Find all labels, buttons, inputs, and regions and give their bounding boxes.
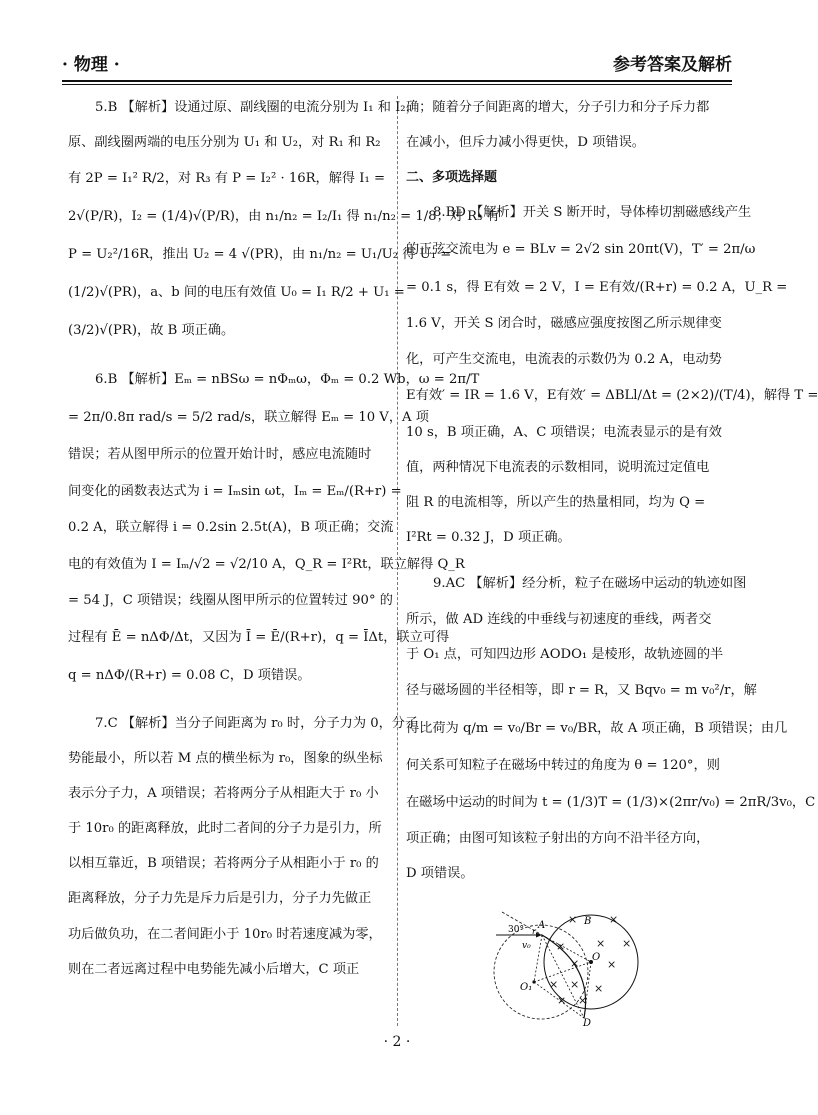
text-line: D 项错误。 (406, 866, 474, 882)
text-line: 径与磁场圆的半径相等，即 r = R，又 Bqv₀ = m v₀²/r，解 (406, 683, 757, 699)
field-marker: × (594, 982, 604, 995)
field-marker: × (622, 937, 632, 950)
page-number: · 2 · (383, 1034, 411, 1050)
magnetic-field-trajectory-diagram (494, 906, 654, 1029)
text-line: 有 2P = I₁² R/2，对 R₃ 有 P = I₂² · 16R，解得 I₁ = (68, 171, 386, 187)
answer-q7-continued (406, 90, 726, 160)
text-line: = 54 J，C 项错误；线圈从图甲所示的位置转过 90° 的 (68, 593, 393, 609)
text-line: 8.BD 【解析】开关 S 断开时，导体棒切割磁感线产生 (433, 205, 752, 221)
text-line: 7.C 【解析】当分子间距离为 r₀ 时，分子力为 0，分子 (95, 715, 419, 731)
text-line: 5.B 【解析】设通过原、副线圈的电流分别为 I₁ 和 I₂， (95, 99, 419, 115)
subject-label: · 物理 · (62, 54, 120, 75)
text-line: 阻 R 的电流相等，所以产生的热量相同，均为 Q = (406, 495, 706, 511)
text-line: 1.6 V，开关 S 闭合时，磁感应强度按图乙所示规律变 (406, 316, 722, 332)
field-marker: × (578, 994, 588, 1007)
answer-q8 (406, 196, 818, 556)
text-line: 何关系可知粒子在磁场中转过的角度为 θ = 120°，则 (406, 758, 720, 774)
field-marker: × (609, 913, 619, 926)
text-line: 的正弦交流电为 e = BLv = 2√2 sin 20πt(V)，T′ = 2π/ω (406, 241, 756, 257)
text-line: 2√(P/R)，I₂ = (1/4)√(P/R)，由 n₁/n₂ = I₂/I₁ 得 n₁/n₂ = 1/8；对 R₃ 有 (68, 209, 500, 225)
text-line: 距离释放，分子力先是斥力后是引力，分子力先做正 (68, 891, 372, 907)
text-line: (1/2)√(PR)，a、b 间的电压有效值 U₀ = I₁ R/2 + U₁ = (68, 285, 405, 301)
text-line: 项正确；由图可知该粒子射出的方向不沿半径方向， (406, 831, 710, 847)
radius-line (542, 935, 591, 962)
point-o1 (532, 980, 535, 983)
text-line: 于 O₁ 点，可知四边形 AODO₁ 是棱形，故轨迹圆的半 (406, 646, 724, 662)
text-line: 则在二者远离过程中电势能先减小后增大，C 项正 (68, 961, 360, 977)
field-marker: × (570, 957, 580, 970)
text-line: = 0.1 s，得 E有效 = 2 V，I = E有效/(R+r) = 0.2 A，U_R = (406, 279, 788, 295)
answer-q6 (68, 361, 480, 695)
text-line: 确；随着分子间距离的增大，分子引力和分子斥力都 (406, 99, 710, 115)
text-line: 在磁场中运动的时间为 t = (1/3)T = (1/3)×(2πr/v₀) = 2πR/3v₀，C (406, 794, 816, 810)
text-line: 值，两种情况下电流表的示数相同，说明流过定值电 (406, 459, 710, 475)
label-o1: O₁ (520, 982, 533, 993)
text-line: 10 s，B 项正确，A、C 项错误；电流表显示的是有效 (406, 424, 722, 440)
text-line: 得比荷为 q/m = v₀/Br = v₀/BR，故 A 项正确，B 项错误；由几 (406, 721, 788, 737)
text-line: 9.AC 【解析】经分析，粒子在磁场中运动的轨迹如图 (433, 576, 747, 592)
text-line: 电的有效值为 I = Iₘ/√2 = √2/10 A，Q_R = I²Rt，联立解得 Q_R (68, 556, 465, 572)
label-d: D (583, 1018, 592, 1029)
field-marker: × (556, 940, 566, 953)
text-line: I²Rt = 0.32 J，D 项正确。 (406, 530, 571, 546)
text-line: q = nΔΦ/(R+r) = 0.08 C，D 项错误。 (68, 667, 311, 683)
field-marker: × (568, 913, 578, 926)
text-line: 于 10r₀ 的距离释放，此时二者间的分子力是引力，所 (68, 821, 382, 837)
answer-q9 (406, 567, 816, 892)
label-b: B (584, 916, 592, 927)
text-line: 过程有 Ē = nΔΦ/Δt，又因为 Ī = Ē/(R+r)，q = ĪΔt，联立可得 (68, 629, 450, 645)
label-v0: v₀ (522, 941, 531, 951)
text-line: 功后做负功，在二者间距小于 10r₀ 时若速度减为零， (68, 926, 382, 942)
section-heading: 二、多项选择题 (406, 169, 498, 185)
text-line: 化，可产生交流电，电流表的示数仍为 0.2 A，电动势 (406, 351, 722, 367)
field-marker: × (607, 958, 617, 971)
field-marker: × (557, 994, 567, 1007)
text-line: 0.2 A，联立解得 i = 0.2sin 2.5t(A)，B 项正确；交流 (68, 520, 394, 536)
text-line: 所示，做 AD 连线的中垂线与初速度的垂线，两者交 (406, 611, 712, 627)
text-line: (3/2)√(PR)，故 B 项正确。 (68, 323, 235, 339)
answer-q7 (68, 706, 419, 988)
text-line: 表示分子力，A 项错误；若将两分子从相距大于 r₀ 小 (68, 785, 379, 801)
label-a: A (538, 920, 546, 931)
label-r: r (532, 927, 536, 936)
text-line: 6.B 【解析】Eₘ = nBSω = nΦₘω，Φₘ = 0.2 Wb，ω = 2π/T (95, 372, 480, 388)
page-header (62, 46, 732, 78)
radius-line (534, 935, 542, 982)
header-rule-thin (62, 84, 732, 85)
text-line: = 2π/0.8π rad/s = 5/2 rad/s，联立解得 Eₘ = 10 V，A 项 (68, 410, 429, 426)
text-line: 间变化的函数表达式为 i = Iₘsin ωt，Iₘ = Eₘ/(R+r) = (68, 483, 402, 499)
text-line: 势能最小，所以若 M 点的横坐标为 r₀，图象的纵坐标 (68, 750, 383, 766)
text-line: E有效′ = IR = 1.6 V，E有效′ = ΔBLl/Δt = (2×2)/(T/4)，解得 T = (406, 388, 818, 404)
right-column (406, 90, 818, 892)
field-marker: × (596, 937, 606, 950)
section-label: 参考答案及解析 (613, 54, 732, 75)
label-o: O (592, 952, 601, 963)
text-line: 错误；若从图甲所示的位置开始计时，感应电流随时 (68, 446, 372, 462)
header-rule (62, 80, 732, 82)
field-marker: × (549, 978, 559, 991)
text-line: P = U₂²/16R，推出 U₂ = 4 √(PR)，由 n₁/n₂ = U₁/U₂ 得 U₁ = (68, 247, 452, 263)
angle-label: 30° (508, 925, 524, 935)
text-line: 以相互靠近，B 项错误；若将两分子从相距小于 r₀ 的 (68, 856, 379, 872)
text-line: 在减小，但斥力减小得更快，D 项错误。 (406, 134, 645, 150)
field-marker: × (570, 978, 580, 991)
text-line: 原、副线圈两端的电压分别为 U₁ 和 U₂，对 R₁ 和 R₂ (68, 134, 381, 150)
